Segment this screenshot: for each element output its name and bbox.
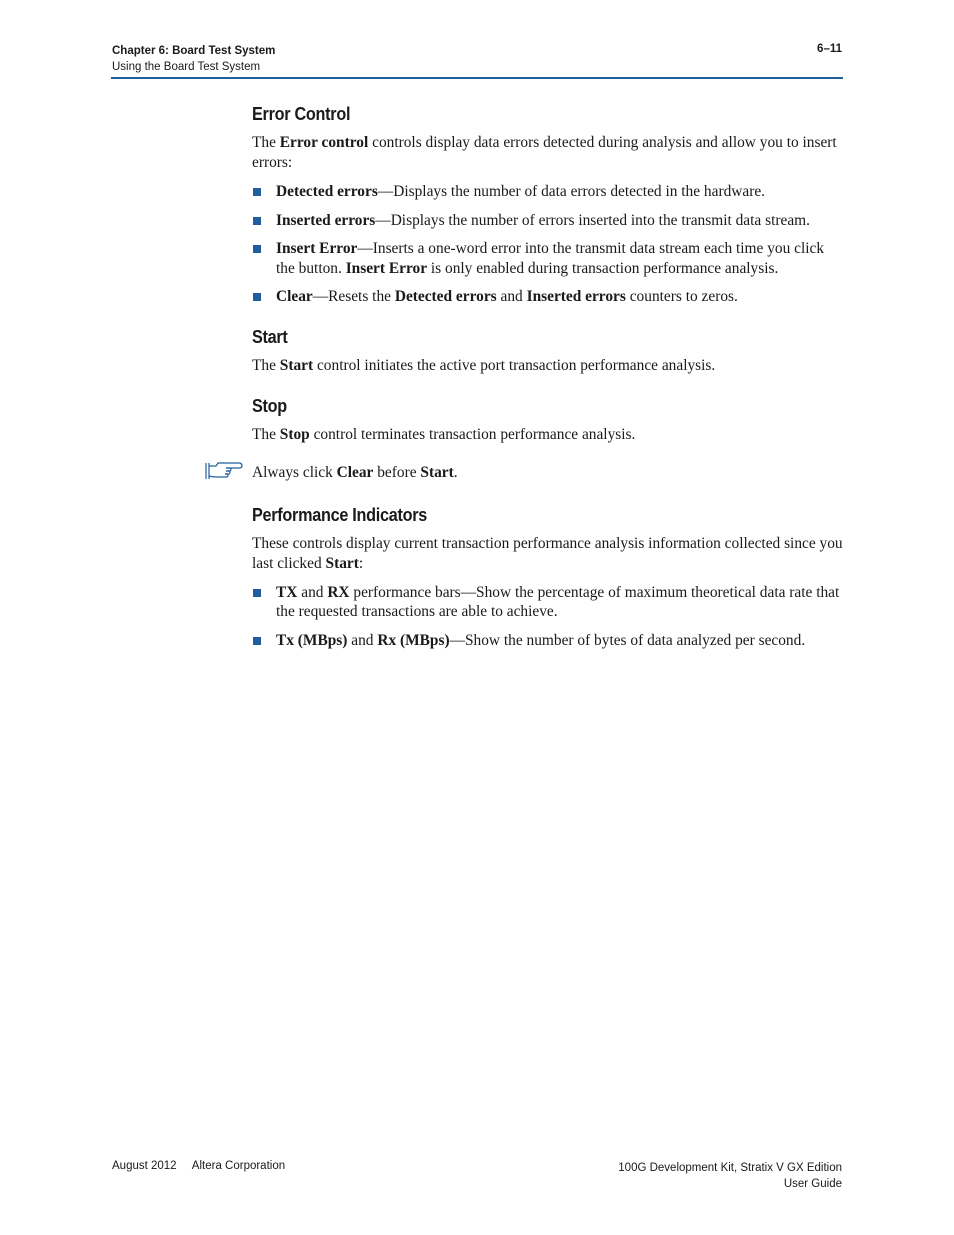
footer-doc-title: 100G Development Kit, Stratix V GX Edition	[618, 1162, 842, 1174]
error-control-section	[252, 104, 844, 307]
bullet-icon	[253, 637, 261, 645]
footer-doc-type: User Guide	[783, 1178, 842, 1190]
footer-date: August 2012	[112, 1160, 177, 1172]
bullet-icon	[253, 217, 261, 225]
list-item: Insert Error—Inserts a one-word error into the transmit data stream each time you click the button. Insert Error is only enabled during transaction performance analysis.	[252, 239, 844, 278]
pointing-hand-icon	[204, 459, 244, 483]
list-item: Tx (MBps) and Rx (MBps)—Show the number of bytes of data analyzed per second.	[252, 631, 844, 651]
page-number: 6–11	[817, 43, 842, 55]
bullet-icon	[253, 245, 261, 253]
note	[252, 463, 844, 483]
error-control-list	[252, 182, 844, 307]
bullet-icon	[253, 188, 261, 196]
header-rule	[111, 77, 843, 79]
performance-list	[252, 583, 844, 651]
footer-company: Altera Corporation	[191, 1160, 286, 1172]
page-body	[252, 104, 844, 670]
list-item: Clear—Resets the Detected errors and Inserted errors counters to zeros.	[252, 287, 844, 307]
footer-left	[112, 1160, 285, 1172]
performance-intro: These controls display current transaction performance analysis information collected since you last clicked Start:	[252, 534, 843, 572]
footer-right	[618, 1160, 842, 1192]
performance-heading: Performance Indicators	[252, 504, 428, 525]
stop-heading: Stop	[252, 395, 287, 416]
bullet-icon	[253, 293, 261, 301]
section-title: Using the Board Test System	[112, 61, 261, 73]
error-control-heading: Error Control	[252, 104, 351, 124]
start-heading: Start	[252, 326, 288, 347]
list-item: Inserted errors—Displays the number of errors inserted into the transmit data stream.	[252, 211, 844, 231]
start-description: The Start control initiates the active port transaction performance analysis.	[252, 356, 716, 374]
running-header	[112, 43, 275, 75]
list-item: Detected errors—Displays the number of data errors detected in the hardware.	[252, 182, 844, 202]
chapter-title: Chapter 6: Board Test System	[112, 45, 276, 57]
performance-indicators-section	[252, 505, 844, 651]
bullet-icon	[253, 589, 261, 597]
list-item: TX and RX performance bars—Show the percentage of maximum theoretical data rate that the requested transactions are able to achieve.	[252, 583, 844, 622]
stop-section	[252, 396, 844, 445]
stop-description: The Stop control terminates transaction performance analysis.	[252, 425, 636, 443]
start-section	[252, 327, 844, 376]
note-text: Always click Clear before Start.	[252, 463, 458, 481]
error-control-intro: The Error control controls display data errors detected during analysis and allow you to insert errors:	[252, 134, 837, 171]
